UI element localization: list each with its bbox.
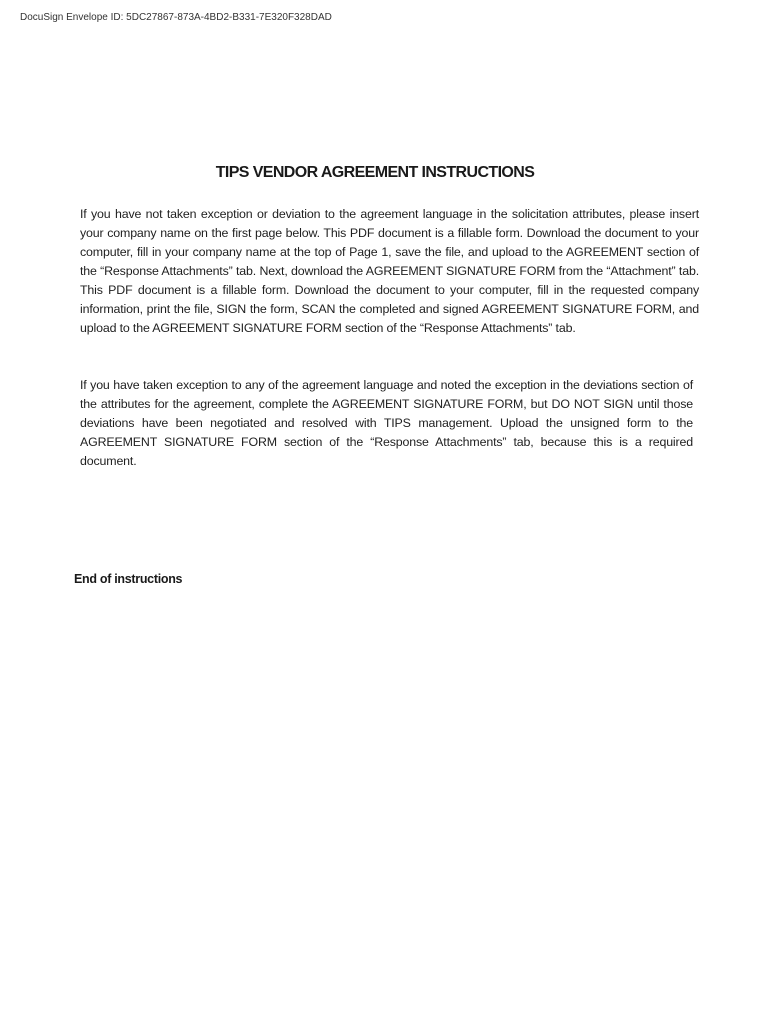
end-of-instructions-note: End of instructions [74, 572, 183, 586]
instructions-paragraph-with-exception: If you have taken exception to any of the agreement language and noted the exception in the deviations section of the attributes for the agreement, complete the AGREEMENT SIGNATURE FORM, but DO NOT SIGN until those deviations have been negotiated and resolved with TIPS management. Upload the unsigned form to the AGREEMENT SIGNATURE FORM section of the “Response Attachments” tab, because this is a required document. [80, 378, 693, 468]
instructions-paragraph-no-exception: If you have not taken exception or deviation to the agreement language in the solicitation attributes, please insert your company name on the first page below. This PDF document is a fillable form. Download the document to your computer, fill in your company name at the top of Page 1, save the file, and upload to the AGREEMENT section of the “Response Attachments” tab. Next, download the AGREEMENT SIGNATURE FORM from the “Attachment” tab. This PDF document is a fillable form. Download the document to your computer, fill in the requested company information, print the file, SIGN the form, SCAN the completed and signed AGREEMENT SIGNATURE FORM, and upload to the AGREEMENT SIGNATURE FORM section of the “Response Attachments” tab. [80, 207, 699, 335]
document-title: TIPS VENDOR AGREEMENT INSTRUCTIONS [215, 164, 535, 181]
docusign-envelope-id: DocuSign Envelope ID: 5DC27867-873A-4BD2-B331-7E320F328DAD [20, 12, 332, 23]
